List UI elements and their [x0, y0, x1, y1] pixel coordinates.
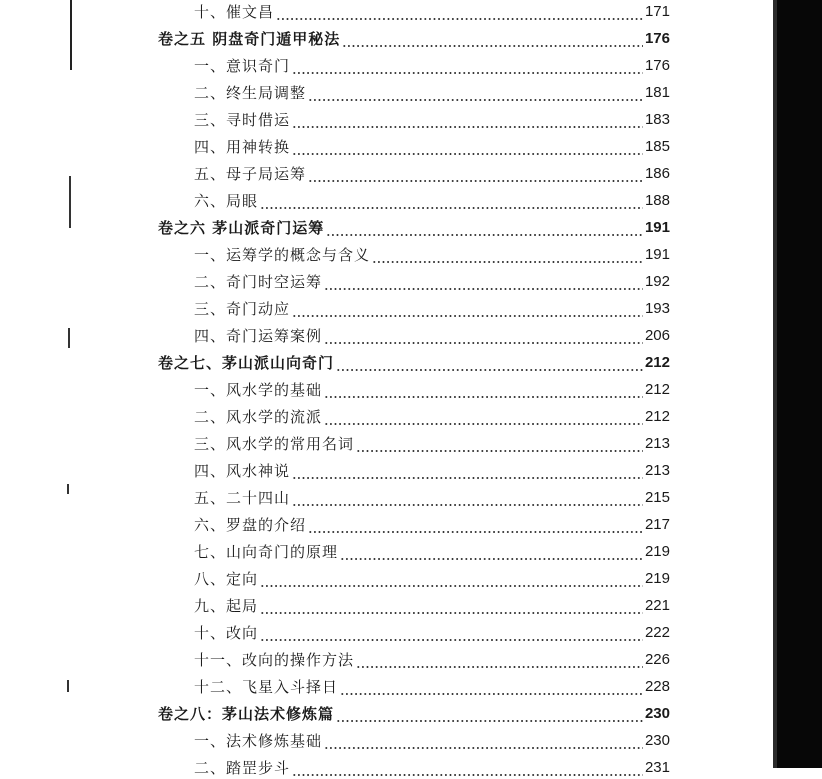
toc-section-row — [194, 298, 670, 320]
toc-leader-dots — [372, 244, 643, 266]
toc-leader-dots — [260, 568, 643, 590]
toc-entry-title: 五、二十四山 — [194, 489, 291, 507]
toc-entry-title: 十二、飞星入斗择日 — [194, 678, 339, 696]
toc-leader-dots — [340, 541, 643, 563]
toc-leader-dots — [292, 55, 643, 77]
toc-section-row — [194, 460, 670, 482]
toc-section-row — [194, 406, 670, 428]
toc-leader-dots — [292, 109, 643, 131]
toc-page-number: 185 — [644, 138, 670, 155]
toc-leader-dots — [276, 1, 643, 23]
toc-chapter-row — [158, 217, 670, 239]
toc-entry-title: 十、催文昌 — [194, 3, 275, 21]
scan-mark — [67, 680, 69, 692]
toc-page-number: 226 — [644, 651, 670, 668]
toc-leader-dots — [324, 271, 643, 293]
toc-section-row — [194, 190, 670, 212]
toc-page-number: 192 — [644, 273, 670, 290]
toc-section-row — [194, 109, 670, 131]
toc-page-number: 212 — [644, 354, 670, 371]
toc-page-number: 181 — [644, 84, 670, 101]
toc-leader-dots — [356, 649, 643, 671]
toc-page-number: 213 — [644, 462, 670, 479]
toc-page-number: 176 — [644, 57, 670, 74]
toc-entry-title: 一、法术修炼基础 — [194, 732, 323, 750]
toc-entry-title: 二、奇门时空运筹 — [194, 273, 323, 291]
toc-page-number: 221 — [644, 597, 670, 614]
toc-leader-dots — [308, 514, 643, 536]
toc-entry-title: 七、山向奇门的原理 — [194, 543, 339, 561]
toc-leader-dots — [308, 163, 643, 185]
toc-leader-dots — [292, 757, 643, 779]
toc-leader-dots — [324, 379, 643, 401]
toc-section-row — [194, 1, 670, 23]
toc-entry-title: 六、罗盘的介绍 — [194, 516, 307, 534]
toc-page-number: 212 — [644, 381, 670, 398]
toc-page-number: 219 — [644, 543, 670, 560]
toc-leader-dots — [336, 352, 643, 374]
toc-leader-dots — [260, 595, 643, 617]
toc-leader-dots — [356, 433, 643, 455]
toc-page-number: 222 — [644, 624, 670, 641]
toc-entry-title: 二、风水学的流派 — [194, 408, 323, 426]
toc-leader-dots — [292, 136, 643, 158]
scan-mark — [69, 176, 71, 228]
toc-entry-title: 二、踏罡步斗 — [194, 759, 291, 777]
toc-entry-title: 六、局眼 — [194, 192, 259, 210]
toc-leader-dots — [292, 460, 643, 482]
toc-page-number: 219 — [644, 570, 670, 587]
toc-page-number: 212 — [644, 408, 670, 425]
toc-page-number: 191 — [644, 246, 670, 263]
toc-page-number: 183 — [644, 111, 670, 128]
toc-section-row — [194, 433, 670, 455]
toc-page-number: 215 — [644, 489, 670, 506]
toc-leader-dots — [342, 28, 643, 50]
toc-page-number: 213 — [644, 435, 670, 452]
toc-section-row — [194, 379, 670, 401]
toc-section-row — [194, 136, 670, 158]
toc-page-number: 176 — [644, 30, 670, 47]
toc-entry-title: 一、风水学的基础 — [194, 381, 323, 399]
toc-entry-title: 三、寻时借运 — [194, 111, 291, 129]
toc-section-row — [194, 514, 670, 536]
toc-chapter-row — [158, 28, 670, 50]
toc-entry-title: 一、意识奇门 — [194, 57, 291, 75]
toc-entry-title: 九、起局 — [194, 597, 259, 615]
toc-section-row — [194, 487, 670, 509]
toc-page-number: 228 — [644, 678, 670, 695]
toc-entry-title: 四、用神转换 — [194, 138, 291, 156]
toc-page-number: 193 — [644, 300, 670, 317]
toc-entry-title: 卷之五 阴盘奇门遁甲秘法 — [158, 30, 341, 48]
toc-chapter-row — [158, 352, 670, 374]
toc-page-number: 230 — [644, 705, 670, 722]
toc-entry-title: 十一、改向的操作方法 — [194, 651, 355, 669]
toc-section-row — [194, 82, 670, 104]
toc-page-number: 231 — [644, 759, 670, 776]
toc-entry-title: 五、母子局运筹 — [194, 165, 307, 183]
toc-section-row — [194, 325, 670, 347]
toc-entry-title: 三、奇门动应 — [194, 300, 291, 318]
toc-page-number: 171 — [644, 3, 670, 20]
toc-section-row — [194, 55, 670, 77]
toc-section-row — [194, 271, 670, 293]
scan-left-edge — [70, 0, 72, 70]
scan-mark — [68, 328, 70, 348]
toc-section-row — [194, 163, 670, 185]
scan-mark — [67, 484, 69, 494]
toc-entry-title: 四、风水神说 — [194, 462, 291, 480]
toc-leader-dots — [326, 217, 643, 239]
toc-page-number: 186 — [644, 165, 670, 182]
toc-section-row — [194, 757, 670, 779]
toc-entry-title: 八、定向 — [194, 570, 259, 588]
toc-entry-title: 十、改向 — [194, 624, 259, 642]
toc-entry-title: 卷之六 茅山派奇门运筹 — [158, 219, 325, 237]
toc-leader-dots — [340, 676, 643, 698]
toc-leader-dots — [336, 703, 643, 725]
toc-section-row — [194, 730, 670, 752]
toc-section-row — [194, 244, 670, 266]
toc-entry-title: 四、奇门运筹案例 — [194, 327, 323, 345]
toc-page-number: 188 — [644, 192, 670, 209]
toc-section-row — [194, 649, 670, 671]
toc-entry-title: 一、运筹学的概念与含义 — [194, 246, 371, 264]
toc-leader-dots — [308, 82, 643, 104]
toc-leader-dots — [292, 298, 643, 320]
toc-leader-dots — [324, 730, 643, 752]
toc-section-row — [194, 676, 670, 698]
toc-page-number: 206 — [644, 327, 670, 344]
toc-chapter-row — [158, 703, 670, 725]
toc-section-row — [194, 541, 670, 563]
toc-leader-dots — [260, 190, 643, 212]
toc-section-row — [194, 595, 670, 617]
toc-entry-title: 卷之七、茅山派山向奇门 — [158, 354, 335, 372]
scan-right-edge — [773, 0, 822, 768]
toc-page-number: 217 — [644, 516, 670, 533]
toc-page-number: 191 — [644, 219, 670, 236]
toc-entry-title: 三、风水学的常用名词 — [194, 435, 355, 453]
toc-entry-title: 卷之八：茅山法术修炼篇 — [158, 705, 335, 723]
toc-section-row — [194, 568, 670, 590]
toc-leader-dots — [260, 622, 643, 644]
toc-section-row — [194, 622, 670, 644]
toc-page-number: 230 — [644, 732, 670, 749]
toc-entry-title: 二、终生局调整 — [194, 84, 307, 102]
toc-leader-dots — [292, 487, 643, 509]
toc-leader-dots — [324, 406, 643, 428]
toc-leader-dots — [324, 325, 643, 347]
